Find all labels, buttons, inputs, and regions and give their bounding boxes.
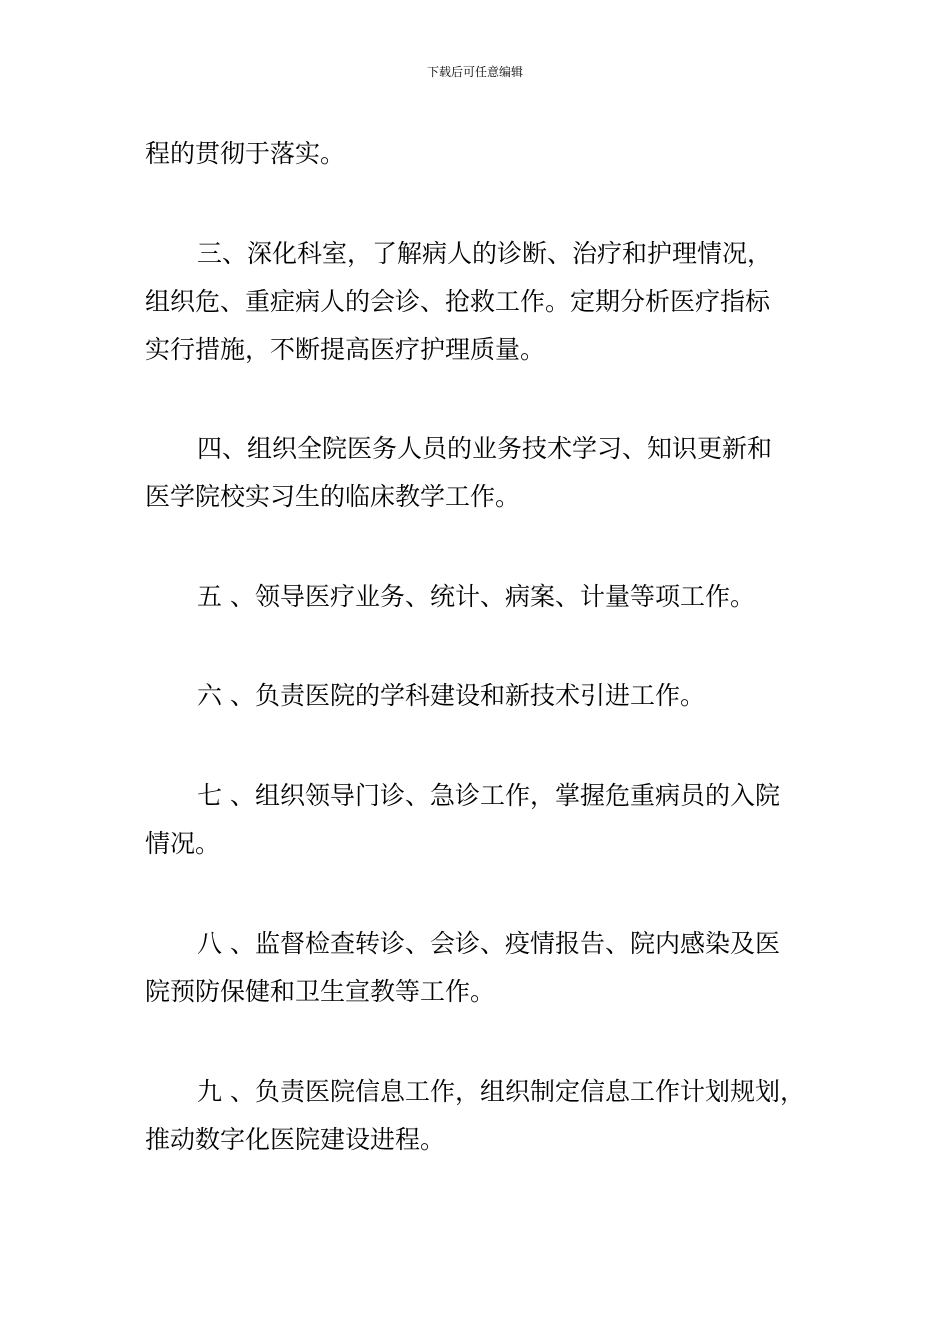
text-line: 四、组织全院医务人员的业务技术学习、知识更新和	[197, 434, 773, 463]
text-line: 院预防保健和卫生宣教等工作。	[145, 977, 496, 1006]
text-line: 程的贯彻于落实。	[145, 139, 346, 168]
paragraph-item-3	[145, 230, 835, 374]
text-line: 九 、负责医院信息工作，组织制定信息工作计划规划，	[197, 1077, 805, 1106]
text-line: 医学院校实习生的临床教学工作。	[145, 482, 521, 511]
text-line: 组织危、重症病人的会诊、抢救工作。定期分析医疗指标	[145, 287, 771, 316]
paragraph-item-5	[145, 573, 835, 621]
document-body	[145, 130, 835, 1164]
text-line: 三、深化科室，了解病人的诊断、治疗和护理情况，	[197, 239, 773, 268]
text-line: 六 、负责医院的学科建设和新技术引进工作。	[197, 681, 705, 710]
text-line: 实行措施，不断提高医疗护理质量。	[145, 335, 546, 364]
paragraph-continuation	[145, 130, 835, 178]
text-line: 推动数字化医院建设进程。	[145, 1125, 446, 1154]
text-line: 五 、领导医疗业务、统计、病案、计量等项工作。	[197, 582, 755, 611]
paragraph-item-8	[145, 920, 835, 1016]
text-line: 八 、监督检查转诊、会诊、疫情报告、院内感染及医	[197, 929, 780, 958]
paragraph-item-6	[145, 672, 835, 720]
text-line: 七 、组织领导门诊、急诊工作，掌握危重病员的入院	[197, 781, 780, 810]
paragraph-item-7	[145, 772, 835, 868]
page-header: 下载后可任意编辑	[426, 65, 523, 79]
text-line: 情况。	[145, 829, 221, 858]
paragraph-item-9	[145, 1068, 835, 1164]
paragraph-item-4	[145, 425, 835, 521]
